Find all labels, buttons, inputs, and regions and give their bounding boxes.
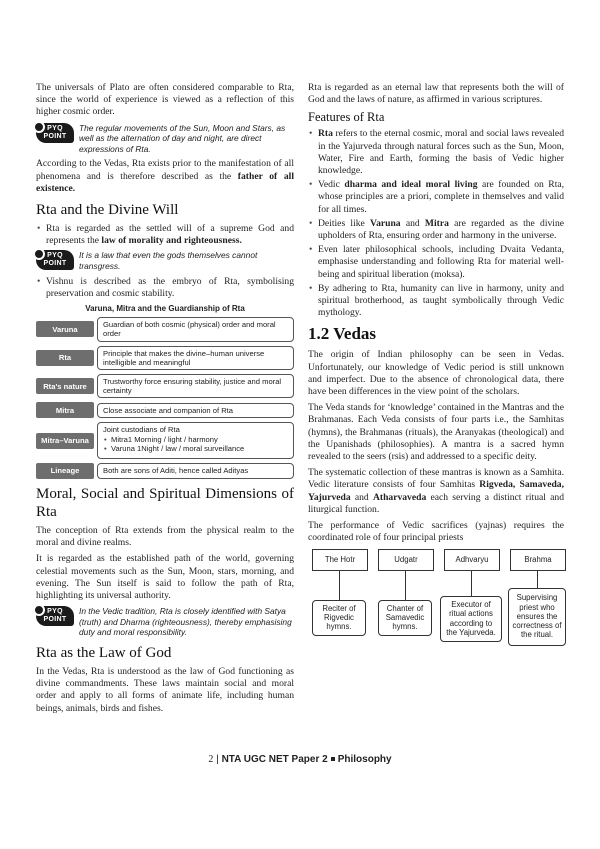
connector-line <box>537 570 538 588</box>
table-value: Close associate and companion of Rta <box>97 403 294 418</box>
priests-diagram <box>308 549 564 661</box>
priest-description: Chanter of Samavedic hymns. <box>378 600 432 636</box>
list-item: • Rta is regarded as the settled will of a supreme God and represents the law of morality and righteousness. <box>36 223 294 247</box>
table-value: Both are sons of Aditi, hence called Adityas <box>97 463 294 478</box>
pyq-point-3 <box>36 606 294 638</box>
pyq-text-1: The regular movements of the Sun, Moon and Stars, as well as the alternation of day and night, are direct expressions of Rta. <box>79 122 286 154</box>
table-row <box>36 422 294 459</box>
left-intro: The universals of Plato are often considered comparable to Rta, since the world of experience is viewed as a reflection of this higher cosmic order. <box>36 82 294 118</box>
list-item: • Even later philosophical schools, including Dvaita Vedanta, emphasise understanding and following Rta for material well-being and spiritual liberation (moksa). <box>308 244 564 281</box>
pyq-point-1 <box>36 123 294 155</box>
list-item: • Vishnu is described as the embryo of Rta, symbolising preservation and cosmic stability. <box>36 276 294 300</box>
pyq-point-2 <box>36 250 294 271</box>
vedas-paragraph-1: The origin of Indian philosophy can be seen in Vedas. Unfortunately, our knowledge of Vedic period is still unknown and imperfect. Due to the absence of chronological data, there have been differences in the view point of the scholars. <box>308 349 564 398</box>
square-bullet-icon <box>331 757 335 761</box>
connector-line <box>339 570 340 600</box>
priest-description: Reciter of Rigvedic hymns. <box>312 600 366 636</box>
table-row <box>36 463 294 479</box>
footer-title: NTA UGC NET Paper 2 <box>221 754 328 765</box>
list-item: • Vedic dharma and ideal moral living are founded on Rta, whose principles are a priori, complete in themselves and valid for all times. <box>308 179 564 216</box>
table-row <box>36 374 294 398</box>
divine-will-list-2 <box>36 276 294 300</box>
priest-name: Adhvaryu <box>444 549 500 571</box>
table-key: Mitra–Varuna <box>36 433 94 449</box>
priest-description: Executor of ritual actions according to the Yajurveda. <box>440 596 502 642</box>
pyq-badge-icon: PYQ POINT <box>36 123 74 143</box>
page-footer <box>0 754 600 765</box>
table-value: Principle that makes the divine–human universe intelligible and meaningful <box>97 346 294 370</box>
priest-name: Udgatr <box>378 549 434 571</box>
table-key: Lineage <box>36 463 94 479</box>
right-column <box>308 82 564 661</box>
table-value: Joint custodians of Rta • Mitra1 Morning / light / harmony • Varuna 1Night / law / moral surveillance <box>97 422 294 459</box>
connector-line <box>471 570 472 596</box>
table-key: Rta's nature <box>36 378 94 394</box>
pyq-badge-icon: PYQ POINT <box>36 250 74 270</box>
table-row <box>36 402 294 418</box>
table-key: Varuna <box>36 321 94 337</box>
table-title: Varuna, Mitra and the Guardianship of Rta <box>85 304 245 313</box>
footer-separator: | <box>216 754 219 765</box>
table-row <box>36 346 294 370</box>
vedas-father-paragraph: According to the Vedas, Rta exists prior to the manifestation of all phenomena and is therefore described as the father of all existence. <box>36 158 294 194</box>
list-item: • Deities like Varuna and Mitra are regarded as the divine upholders of Rta, ensuring order and harmony in the universe. <box>308 218 564 242</box>
list-item: • Varuna 1Night / law / moral surveillance <box>103 444 288 453</box>
pyq-text-3: In the Vedic tradition, Rta is closely identified with Satya (truth) and Dharma (righteousness), thereby emphasising duty and moral responsibility. <box>79 606 292 638</box>
pyq-text-2: It is a law that even the gods themselves cannot transgress. <box>79 250 258 271</box>
table-key: Rta <box>36 350 94 366</box>
list-item: • Mitra1 Morning / light / harmony <box>103 435 288 444</box>
left-column <box>36 82 294 719</box>
footer-subject: Philosophy <box>337 754 392 765</box>
page-number: 2 <box>208 754 214 765</box>
table-value: Trustworthy force ensuring stability, justice and moral certainty <box>97 374 294 398</box>
table-key: Mitra <box>36 402 94 418</box>
moral-paragraph-2: It is regarded as the established path of the world, governing celestial movements such as the Sun, Moon, stars, morning, and evening. The Sun itself is said to follow the path of Rta, highlighting its universal authority. <box>36 553 294 602</box>
moral-paragraph-1: The conception of Rta extends from the physical realm to the moral and divine realms. <box>36 525 294 549</box>
priest-description: Supervising priest who ensures the correctness of the ritual. <box>508 588 566 646</box>
law-paragraph: In the Vedas, Rta is understood as the law of God functioning as divine commandments. These laws maintain social and moral order and apply to all forms of animate life, including human beings, animals, birds and fishes. <box>36 666 294 714</box>
list-item: • Rta refers to the eternal cosmic, moral and social laws revealed in the Yajurveda through natural forces such as the Sun, Moon, Water, Fire and Earth, forming the basis of Vedic higher knowledge. <box>308 128 564 177</box>
vedas-paragraph-4: The performance of Vedic sacrifices (yajnas) requires the coordinated role of four principal priests <box>308 520 564 544</box>
vedas-paragraph-2: The Veda stands for ‘knowledge’ contained in the Mantras and the Brahmanas. Each Veda consists of four parts i.e., the Samhitas (hymns), the Brahmanas (rituals), the Aranyakas (theological) and the Upanishads (philosophies). A mantra is a sacred hymn revealed to the seers (rsis) and addressed to a specific deity. <box>308 402 564 463</box>
table-row <box>36 317 294 341</box>
list-item: • By adhering to Rta, humanity can live in harmony, unity and spiritual brotherhood, as taught symbolically through Vedic mythology. <box>308 283 564 320</box>
heading-law-of-god: Rta as the Law of God <box>36 645 172 662</box>
vedas-paragraph-3: The systematic collection of these mantras is known as a Samhita. Vedic literature consists of four Samhitas Rigveda, Samaveda, Yajurveda and Atharvaveda each serving a distinct ritual and liturgical function. <box>308 467 565 515</box>
features-list <box>308 128 564 319</box>
connector-line <box>405 570 406 600</box>
heading-vedas: 1.2 Vedas <box>308 324 377 344</box>
heading-features: Features of Rta <box>308 110 385 125</box>
divine-will-list <box>36 223 294 247</box>
guardianship-table <box>36 304 294 479</box>
table-value: Guardian of both cosmic (physical) order and moral order <box>97 317 294 341</box>
pyq-badge-icon: PYQ POINT <box>36 606 74 626</box>
heading-divine-will: Rta and the Divine Will <box>36 202 179 218</box>
priest-name: The Hotr <box>312 549 368 571</box>
priest-name: Brahma <box>510 549 566 571</box>
right-intro: Rta is regarded as an eternal law that represents both the will of God and the laws of nature, as affirmed in various scriptures. <box>308 82 564 106</box>
heading-moral: Moral, Social and Spiritual Dimensions of Rta <box>36 486 294 521</box>
